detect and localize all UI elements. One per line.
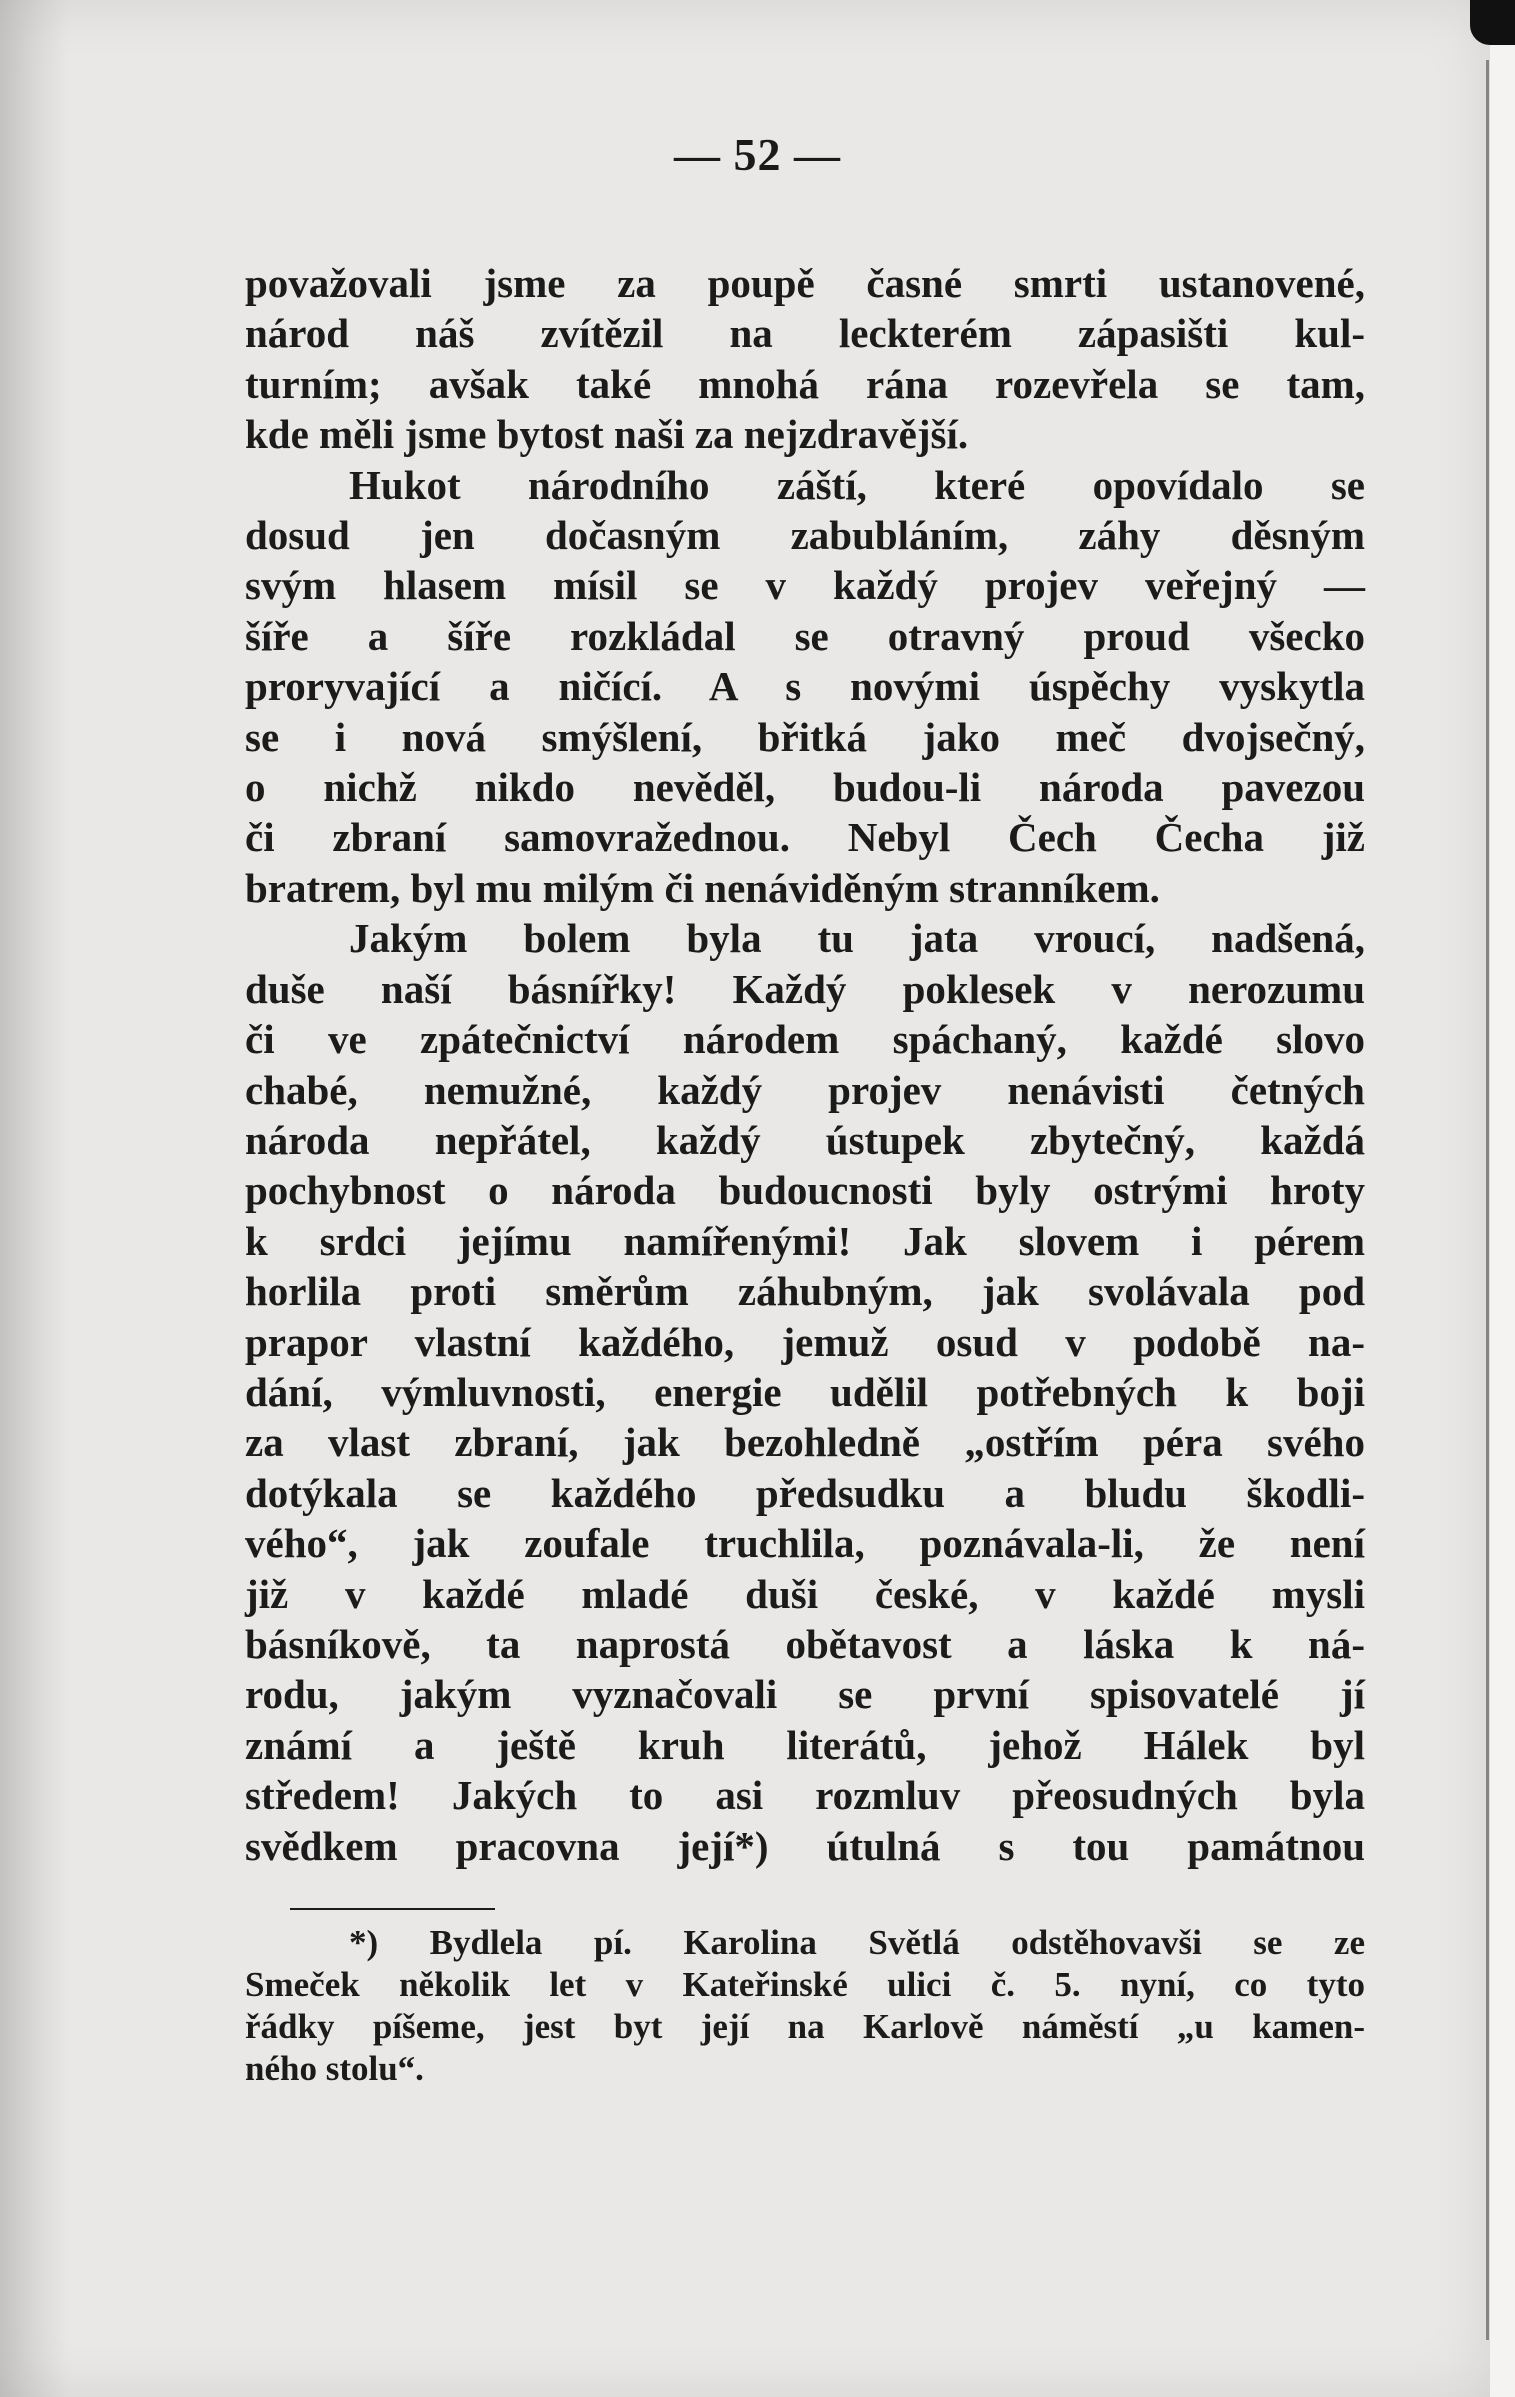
text-line: známí a ještě kruh literátů, jehož Hálek byl (245, 1721, 1365, 1768)
text-line: či zbraní samovražednou. Nebyl Čech Čecha již (245, 814, 1365, 861)
page-number: — 52 — (674, 129, 841, 180)
text-line: se i nová smýšlení, břitká jako meč dvojsečný, (245, 713, 1365, 760)
page-gutter-shadow (0, 0, 70, 2397)
text-line: považovali jsme za poupě časné smrti ustanovené, (245, 260, 1365, 306)
text-line: svědkem pracovna její*) útulná s tou památnou (245, 1822, 1365, 1869)
text-line: vého“, jak zoufale truchlila, poznávala-li, že není (245, 1520, 1365, 1567)
footnote-line: Smeček několik let v Kateřinské ulici č. 5. nyní, co tyto (245, 1965, 1365, 2004)
text-line: k srdci jejímu namířenými! Jak slovem i pérem (245, 1217, 1365, 1264)
text-line: Jakým bolem byla tu jata vroucí, nadšená, (349, 915, 1365, 962)
footnote-line: ného stolu“. (245, 2049, 424, 2088)
page-edge-line (1486, 60, 1489, 2340)
text-line: svým hlasem mísil se v každý projev veřejný — (245, 562, 1365, 609)
text-line: dotýkala se každého předsudku a bludu škodli- (245, 1469, 1365, 1516)
body-text (245, 258, 1365, 1871)
footnote-line: *) Bydlela pí. Karolina Světlá odstěhovavši se ze (349, 1923, 1365, 1962)
scan-margin (1490, 0, 1515, 2397)
text-line: či ve zpátečnictví národem spáchaný, každé slovo (245, 1016, 1365, 1063)
text-line: kde měli jsme bytost naši za nejzdravější. (245, 411, 969, 458)
text-line: národ náš zvítězil na leckterém zápasišti kul- (245, 310, 1365, 357)
text-line: Hukot národního záští, které opovídalo se (349, 461, 1365, 508)
footnote-line: řádky píšeme, jest byt její na Karlově náměstí „u kamen- (245, 2007, 1365, 2046)
footnote-rule (290, 1908, 495, 1910)
text-line: turním; avšak také mnohá rána rozevřela se tam, (245, 360, 1365, 407)
text-line: proryvající a ničící. A s novými úspěchy vyskytla (245, 663, 1365, 710)
text-line: chabé, nemužné, každý projev nenávisti četných (245, 1066, 1365, 1113)
scan-corner (1470, 0, 1515, 45)
text-line: duše naší básnířky! Každý poklesek v nerozumu (245, 965, 1365, 1012)
text-line: pochybnost o národa budoucnosti byly ostrými hroty (245, 1167, 1365, 1214)
text-line: za vlast zbraní, jak bezohledně „ostřím péra svého (245, 1419, 1365, 1466)
text-line: národa nepřátel, každý ústupek zbytečný, každá (245, 1116, 1365, 1163)
text-line: šíře a šíře rozkládal se otravný proud všecko (245, 612, 1365, 659)
text-line: básníkově, ta naprostá obětavost a láska k ná- (245, 1620, 1365, 1667)
text-line: dosud jen dočasným zabubláním, záhy děsným (245, 512, 1365, 559)
text-line: dání, výmluvnosti, energie udělil potřebných k boji (245, 1368, 1365, 1415)
text-line: horlila proti směrům záhubným, jak svolávala pod (245, 1268, 1365, 1315)
footnote (245, 1922, 1365, 2090)
text-line: prapor vlastní každého, jemuž osud v podobě na- (245, 1318, 1365, 1365)
text-line: bratrem, byl mu milým či nenáviděným stranníkem. (245, 864, 1160, 911)
text-line: středem! Jakých to asi rozmluv přeosudných byla (245, 1772, 1365, 1819)
text-line: o nichž nikdo nevěděl, budou-li národa pavezou (245, 764, 1365, 811)
text-line: již v každé mladé duši české, v každé mysli (245, 1570, 1365, 1617)
text-line: rodu, jakým vyznačovali se první spisovatelé jí (245, 1671, 1365, 1718)
